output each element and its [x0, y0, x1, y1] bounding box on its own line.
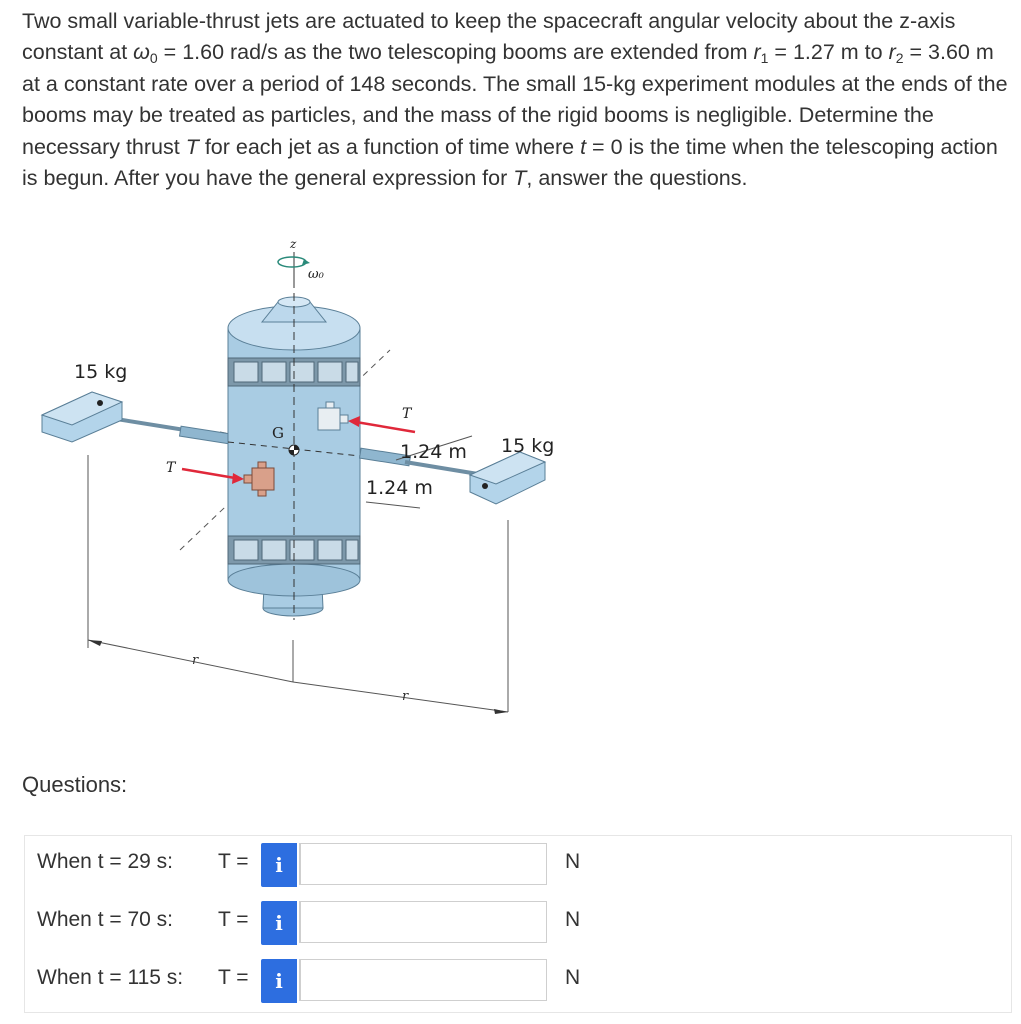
spacecraft-figure: [30, 220, 590, 730]
info-button[interactable]: i: [261, 843, 297, 887]
question-time-label: When t = 70 s:: [37, 908, 173, 931]
dim-lower: 1.24 m: [366, 477, 433, 499]
thrust-equals-label: T =: [218, 850, 249, 873]
info-button[interactable]: i: [261, 901, 297, 945]
unit-label: N: [565, 908, 581, 931]
answer-input-t29[interactable]: [299, 843, 547, 885]
question-row: [25, 894, 1011, 944]
questions-heading: Questions:: [22, 772, 128, 797]
omega-label: ω₀: [308, 267, 324, 282]
mass-label-right: 15 kg: [501, 435, 555, 457]
z-axis-label: z: [290, 237, 297, 251]
questions-panel: [24, 835, 1012, 1013]
question-row: [25, 836, 1011, 886]
question-time-label: When t = 29 s:: [37, 850, 173, 873]
G-label: G: [272, 424, 284, 442]
thrust-equals-label: T =: [218, 908, 249, 931]
answer-input-t70[interactable]: [299, 901, 547, 943]
question-row: [25, 952, 1011, 1002]
unit-label: N: [565, 966, 581, 989]
problem-statement: Two small variable-thrust jets are actuated to keep the spacecraft angular velocity about the z-axis constant at $\omega_0 = 1.60$ rad/s as the two telescoping booms are extended from $r_1 = 1.27$ m to $r_2 = 3.60$ m at a constant rate over a period of 148 seconds. The small 15-kg experiment modules at the ends of the booms may be treated as particles, and the mass of the rigid booms is negligible. Determine the necessary thrust T for each jet as a function of time where t = 0 is the time when the telescoping action is begun. After you have the general expression for T, answer the questions.: [22, 9, 1008, 191]
r-label-right: r: [402, 689, 409, 704]
info-button[interactable]: i: [261, 959, 297, 1003]
question-time-label: When t = 115 s:: [37, 966, 184, 989]
answer-input-t115[interactable]: [299, 959, 547, 1001]
thrust-label-right: T: [402, 406, 412, 422]
mass-label-left: 15 kg: [74, 361, 128, 383]
unit-label: N: [565, 850, 581, 873]
thrust-label-left: T: [166, 460, 176, 476]
r-label-left: r: [192, 653, 199, 668]
dim-upper: 1.24 m: [400, 441, 467, 463]
thrust-equals-label: T =: [218, 966, 249, 989]
